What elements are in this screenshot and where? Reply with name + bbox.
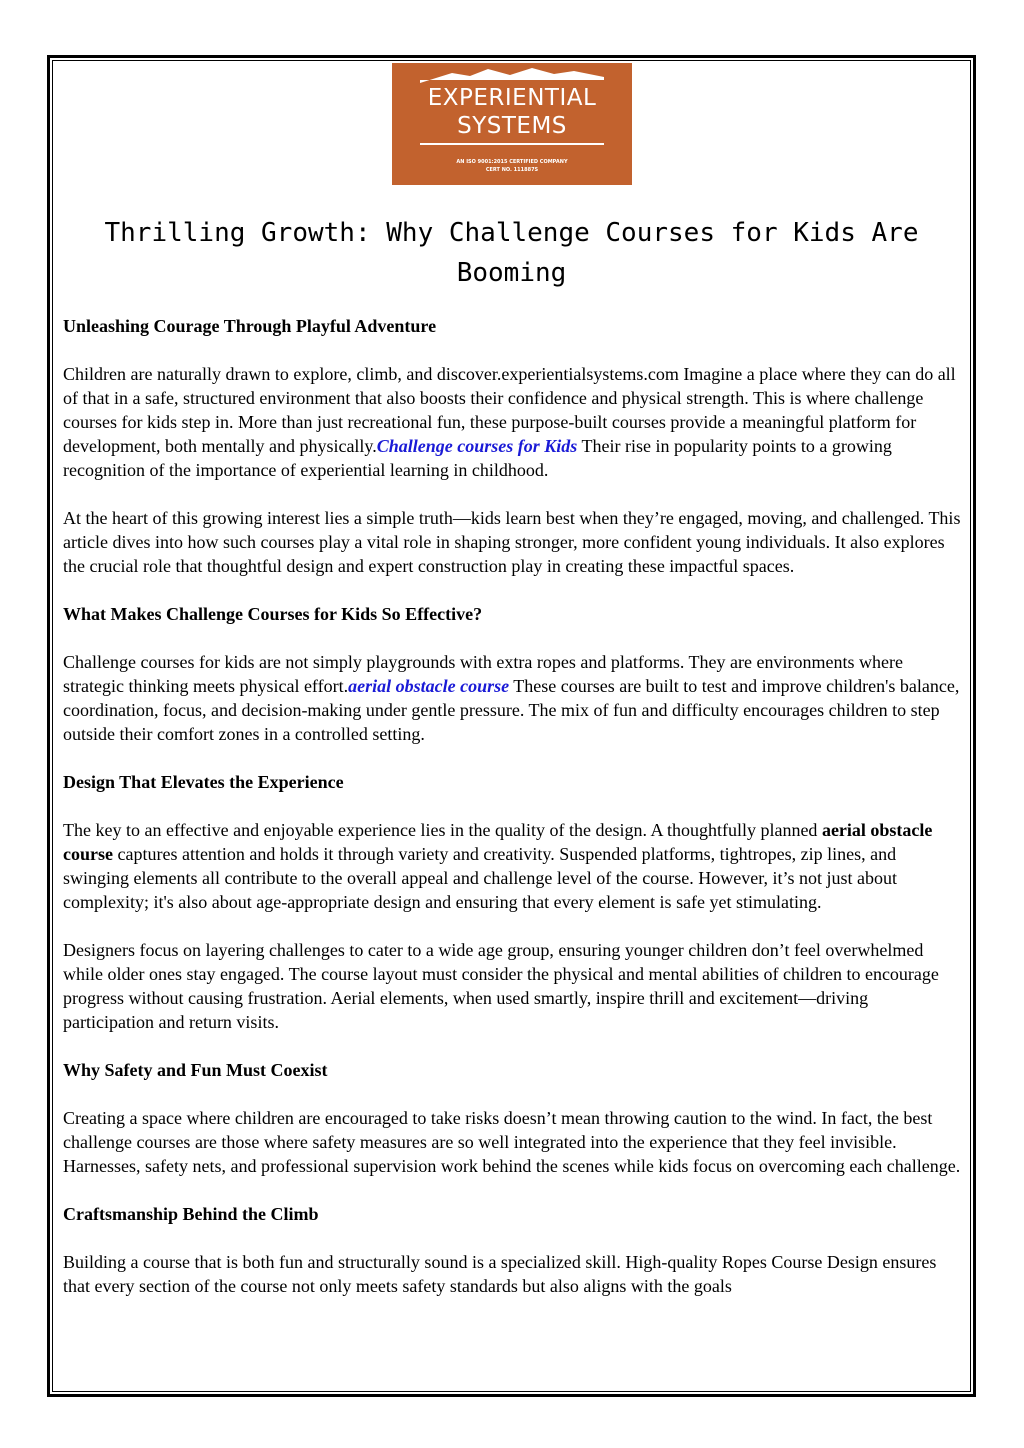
paragraph	[63, 362, 962, 482]
article-body	[63, 314, 962, 1322]
logo-cert-line: AN ISO 9001:2015 CERTIFIED COMPANY	[456, 159, 568, 165]
section-heading: Why Safety and Fun Must Coexist	[63, 1060, 328, 1080]
paragraph-text: captures attention and holds it through variety and creativity. Suspended platforms, tightropes, zip lines, and swinging elements all contribute to the overall appeal and challenge level of the course. However, it’s not just about complexity; it's also about age-appropriate design and ensuring that every element is safe yet stimulating.	[63, 844, 898, 912]
page-title: Thrilling Growth: Why Challenge Courses for Kids Are Booming	[104, 218, 919, 288]
logo-line-systems: SYSTEMS	[457, 113, 567, 139]
section-heading: What Makes Challenge Courses for Kids So Effective?	[63, 604, 483, 624]
paragraph-text: Children are naturally drawn to explore, climb, and discover.experientialsystems.com Imagine a place where they can do all of that in a safe, structured environment that also boosts their confidence and physical strength. This is where challenge courses for kids step in. More than just recreational fun, these purpose-built courses provide a meaningful platform for development, both mentally and physically.	[63, 364, 956, 456]
paragraph-text: Their rise in popularity points to a growing recognition of the importance of experiential learning in childhood.	[63, 436, 892, 480]
section-heading: Unleashing Courage Through Playful Adventure	[63, 316, 437, 336]
bold-keyword: aerial obstacle course	[63, 820, 933, 864]
paragraph: Building a course that is both fun and structurally sound is a specialized skill. High-quality Ropes Course Design ensures that every section of the course not only meets safety standards but also aligns with the goals	[63, 1252, 937, 1296]
logo-cert-number: CERT NO. 111887S	[485, 167, 539, 173]
paragraph-text: The key to an effective and enjoyable experience lies in the quality of the design. A thoughtfully planned	[63, 820, 822, 840]
section-heading: Craftsmanship Behind the Climb	[63, 1204, 319, 1224]
section-heading: Design That Elevates the Experience	[63, 772, 344, 792]
paragraph	[63, 650, 962, 746]
paragraph: At the heart of this growing interest lies a simple truth—kids learn best when they’re engaged, moving, and challenged. This article dives into how such courses play a vital role in shaping stronger, more confident young individuals. It also explores the crucial role that thoughtful design and expert construction play in creating these impactful spaces.	[63, 508, 961, 576]
page-border-inner	[52, 60, 971, 1392]
paragraph: Designers focus on layering challenges to cater to a wide age group, ensuring younger children don’t feel overwhelmed while older ones stay engaged. The course layout must consider the physical and mental abilities of children to encourage progress without causing frustration. Aerial elements, when used smartly, inspire thrill and excitement—driving participation and return visits.	[63, 940, 939, 1032]
paragraph-text: These courses are built to test and improve children's balance, coordination, focus, and decision-making under gentle pressure. The mix of fun and difficulty encourages children to step outside their comfort zones in a controlled setting.	[63, 676, 960, 744]
paragraph: Creating a space where children are encouraged to take risks doesn’t mean throwing caution to the wind. In fact, the best challenge courses are those where safety measures are so well integrated into the experience that they feel invisible. Harnesses, safety nets, and professional supervision work behind the scenes while kids focus on overcoming each challenge.	[63, 1108, 961, 1176]
paragraph	[63, 818, 962, 914]
challenge-courses-link[interactable]: Challenge courses for Kids	[376, 436, 578, 456]
paragraph-text: Challenge courses for kids are not simply playgrounds with extra ropes and platforms. They are environments where strategic thinking meets physical effort.	[63, 652, 903, 696]
company-logo	[392, 63, 632, 185]
logo-line-experiential: EXPERIENTIAL	[427, 85, 597, 111]
aerial-obstacle-course-link[interactable]: aerial obstacle course	[348, 676, 510, 696]
